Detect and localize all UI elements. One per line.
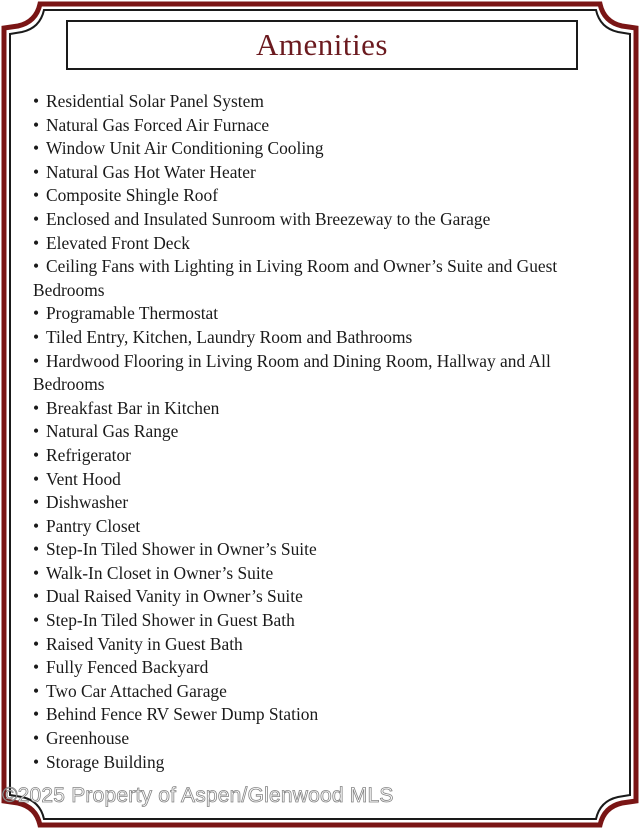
amenity-item: [33, 656, 618, 680]
amenity-text: Behind Fence RV Sewer Dump Station: [46, 704, 319, 725]
amenity-text: Raised Vanity in Guest Bath: [46, 633, 243, 654]
title-box: [66, 20, 578, 70]
amenities-list: [33, 90, 618, 774]
amenity-item: [33, 585, 618, 609]
amenity-item: [33, 420, 618, 444]
bullet-icon: •: [33, 704, 40, 725]
bullet-icon: •: [33, 562, 40, 583]
amenity-text: Walk-In Closet in Owner’s Suite: [46, 562, 274, 583]
bullet-icon: •: [33, 586, 40, 607]
amenity-item: [33, 491, 618, 515]
amenity-item: [33, 468, 618, 492]
bullet-icon: •: [33, 138, 40, 159]
amenity-text: Step-In Tiled Shower in Owner’s Suite: [46, 539, 317, 560]
bullet-icon: •: [33, 256, 40, 277]
amenity-text: Dual Raised Vanity in Owner’s Suite: [46, 586, 303, 607]
amenity-item: [33, 114, 618, 138]
amenity-item: [33, 562, 618, 586]
amenity-item: [33, 444, 618, 468]
bullet-icon: •: [33, 232, 40, 253]
amenity-text: Two Car Attached Garage: [46, 680, 227, 701]
bullet-icon: •: [33, 185, 40, 206]
copyright-watermark: ©2025 Property of Aspen/Glenwood MLS: [2, 784, 394, 807]
amenity-text: Hardwood Flooring in Living Room and Dining Room, Hallway and All Bedrooms: [33, 350, 551, 395]
amenity-text: Natural Gas Hot Water Heater: [46, 161, 256, 182]
amenity-item: [33, 350, 618, 397]
amenity-text: Programable Thermostat: [46, 303, 219, 324]
bullet-icon: •: [33, 114, 40, 135]
bullet-icon: •: [33, 161, 40, 182]
amenity-item: [33, 255, 618, 302]
bullet-icon: •: [33, 468, 40, 489]
amenity-text: Ceiling Fans with Lighting in Living Room and Owner’s Suite and Guest Bedrooms: [33, 256, 558, 300]
page-title: Amenities: [256, 27, 388, 62]
amenity-text: Enclosed and Insulated Sunroom with Breezeway to the Garage: [46, 208, 491, 229]
amenity-item: [33, 703, 618, 727]
bullet-icon: •: [33, 728, 40, 749]
bullet-icon: •: [33, 421, 40, 442]
bullet-icon: •: [33, 444, 40, 465]
bullet-icon: •: [33, 751, 40, 772]
amenity-text: Window Unit Air Conditioning Cooling: [46, 138, 324, 159]
amenity-text: Greenhouse: [46, 728, 130, 749]
amenity-item: [33, 633, 618, 657]
amenity-text: Composite Shingle Roof: [46, 185, 218, 206]
amenity-item: [33, 161, 618, 185]
amenity-item: [33, 137, 618, 161]
amenity-text: Natural Gas Range: [46, 421, 179, 442]
amenity-text: Tiled Entry, Kitchen, Laundry Room and Bathrooms: [46, 326, 413, 347]
amenity-text: Natural Gas Forced Air Furnace: [46, 114, 270, 135]
amenity-item: [33, 680, 618, 704]
bullet-icon: •: [33, 515, 40, 536]
bullet-icon: •: [33, 610, 40, 631]
bullet-icon: •: [33, 208, 40, 229]
bullet-icon: •: [33, 350, 40, 371]
amenity-text: Storage Building: [46, 751, 165, 772]
amenity-text: Dishwasher: [46, 492, 129, 513]
amenity-item: [33, 326, 618, 350]
amenity-text: Residential Solar Panel System: [46, 91, 264, 111]
bullet-icon: •: [33, 657, 40, 678]
amenity-text: Elevated Front Deck: [46, 232, 190, 253]
amenity-text: Pantry Closet: [46, 515, 141, 536]
amenity-text: Refrigerator: [46, 444, 131, 465]
amenity-text: Breakfast Bar in Kitchen: [46, 397, 220, 418]
bullet-icon: •: [33, 633, 40, 654]
amenity-text: Vent Hood: [46, 468, 121, 489]
amenity-item: [33, 727, 618, 751]
amenity-item: [33, 232, 618, 256]
amenity-item: [33, 184, 618, 208]
bullet-icon: •: [33, 91, 40, 111]
amenity-item: [33, 90, 618, 114]
bullet-icon: •: [33, 397, 40, 418]
bullet-icon: •: [33, 303, 40, 324]
amenity-item: [33, 751, 618, 775]
amenity-item: [33, 208, 618, 232]
bullet-icon: •: [33, 680, 40, 701]
bullet-icon: •: [33, 539, 40, 560]
amenity-item: [33, 609, 618, 633]
amenity-text: Step-In Tiled Shower in Guest Bath: [46, 610, 295, 631]
amenity-item: [33, 397, 618, 421]
amenity-text: Fully Fenced Backyard: [46, 657, 209, 678]
amenity-item: [33, 515, 618, 539]
bullet-icon: •: [33, 326, 40, 347]
amenity-item: [33, 538, 618, 562]
amenity-item: [33, 302, 618, 326]
bullet-icon: •: [33, 492, 40, 513]
